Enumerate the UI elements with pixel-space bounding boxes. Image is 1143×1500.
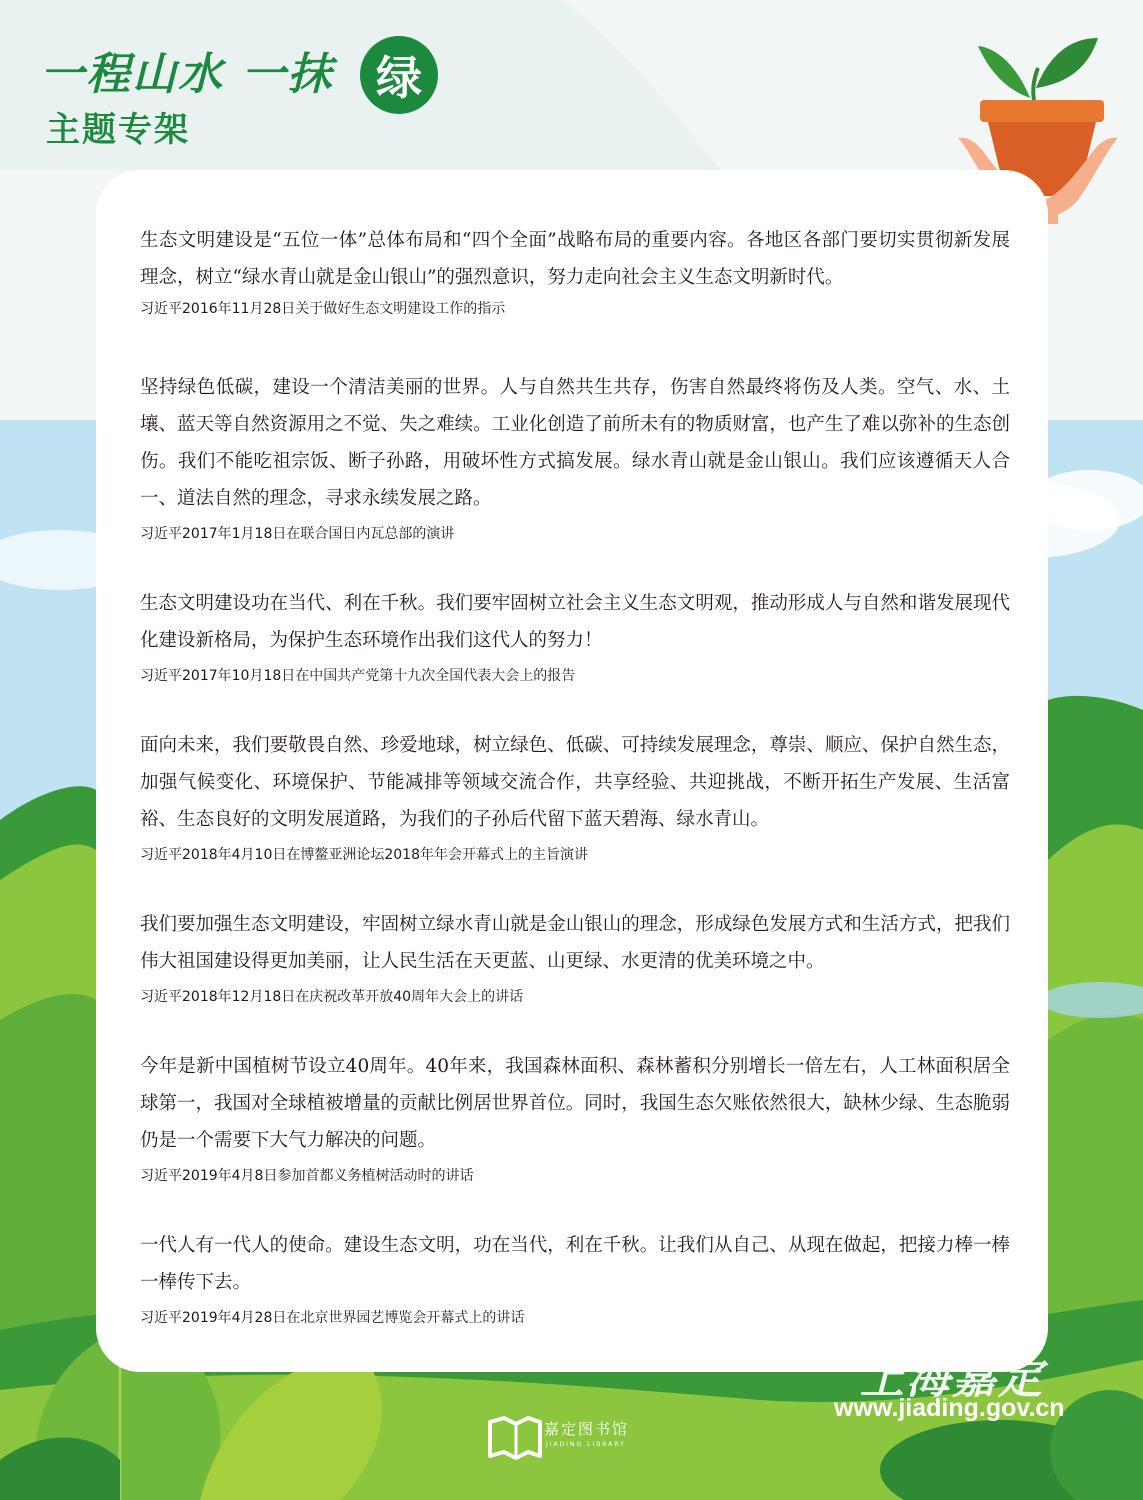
quote-source: 习近平2017年1月18日在联合国日内瓦总部的演讲 (140, 526, 455, 542)
quote-item (140, 727, 1010, 866)
quote-text: 生态文明建设功在当代、利在千秋。我们要牢固树立社会主义生态文明观，推动形成人与自然和谐发展现代化建设新格局，为保护生态环境作出我们这代人的努力！ (140, 593, 1010, 651)
quote-source: 习近平2016年11月28日关于做好生态文明建设工作的指示 (140, 301, 506, 317)
quote-source: 习近平2019年4月28日在北京世界园艺博览会开幕式上的讲话 (140, 1310, 525, 1326)
watermark-logo: 上海嘉定 (860, 1353, 1044, 1404)
quote-item (140, 369, 1010, 545)
quote-text: 今年是新中国植树节设立40周年。40年来，我国森林面积、森林蓄积分别增长一倍左右，人工林面积居全球第一，我国对全球植被增量的贡献比例居世界首位。同时，我国生态欠账依然很大，缺林少绿、生态脆弱仍是一个需要下大气力解决的问题。 (140, 1056, 1010, 1151)
quote-item (140, 1048, 1010, 1187)
quote-item (140, 906, 1010, 1008)
title-highlight-badge: 绿 (360, 36, 438, 114)
quote-text: 面向未来，我们要敬畏自然、珍爱地球，树立绿色、低碳、可持续发展理念，尊崇、顺应、保护自然生态，加强气候变化、环境保护、节能减排等领域交流合作，共享经验、共迎挑战，不断开拓生产发展、生活富裕、生态良好的文明发展道路，为我们的子孙后代留下蓝天碧海、绿水青山。 (140, 735, 1010, 830)
title-subtitle: 主题专架 (46, 110, 190, 150)
quote-text: 坚持绿色低碳，建设一个清洁美丽的世界。人与自然共生共存，伤害自然最终将伤及人类。空气、水、土壤、蓝天等自然资源用之不觉、失之难续。工业化创造了前所未有的物质财富，也产生了难以弥补的生态创伤。我们不能吃祖宗饭、断子孙路，用破坏性方式搞发展。绿水青山就是金山银山。我们应该遵循天人合一、道法自然的理念，寻求永续发展之路。 (140, 377, 1010, 509)
quote-source: 习近平2018年4月10日在博鳌亚洲论坛2018年年会开幕式上的主旨演讲 (140, 847, 588, 863)
quote-text: 生态文明建设是“五位一体”总体布局和“四个全面”战略布局的重要内容。各地区各部门要切实贯彻新发展理念，树立“绿水青山就是金山银山”的强烈意识，努力走向社会主义生态文明新时代。 (140, 230, 1010, 288)
quote-text: 一代人有一代人的使命。建设生态文明，功在当代，利在千秋。让我们从自己、从现在做起，把接力棒一棒一棒传下去。 (140, 1235, 1010, 1293)
quotes-list (140, 222, 1010, 1329)
quote-item (140, 1227, 1010, 1329)
library-name: 嘉定图书馆 (544, 1420, 630, 1438)
quote-source: 习近平2018年12月18日在庆祝改革开放40周年大会上的讲话 (140, 989, 524, 1005)
watermark-url: www.jiading.gov.cn (834, 1394, 1065, 1422)
quote-source: 习近平2019年4月8日参加首都义务植树活动时的讲话 (140, 1168, 474, 1184)
quote-item (140, 222, 1010, 323)
library-name-en: JIADING LIBRARY (546, 1441, 626, 1448)
quote-source: 习近平2017年10月18日在中国共产党第十九次全国代表大会上的报告 (140, 668, 576, 684)
title-main: 一程山水 一抹 (40, 49, 334, 100)
quote-text: 我们要加强生态文明建设，牢固树立绿水青山就是金山银山的理念，形成绿色发展方式和生活方式，把我们伟大祖国建设得更加美丽，让人民生活在天更蓝、山更绿、水更清的优美环境之中。 (140, 914, 1010, 972)
quote-item (140, 585, 1010, 687)
